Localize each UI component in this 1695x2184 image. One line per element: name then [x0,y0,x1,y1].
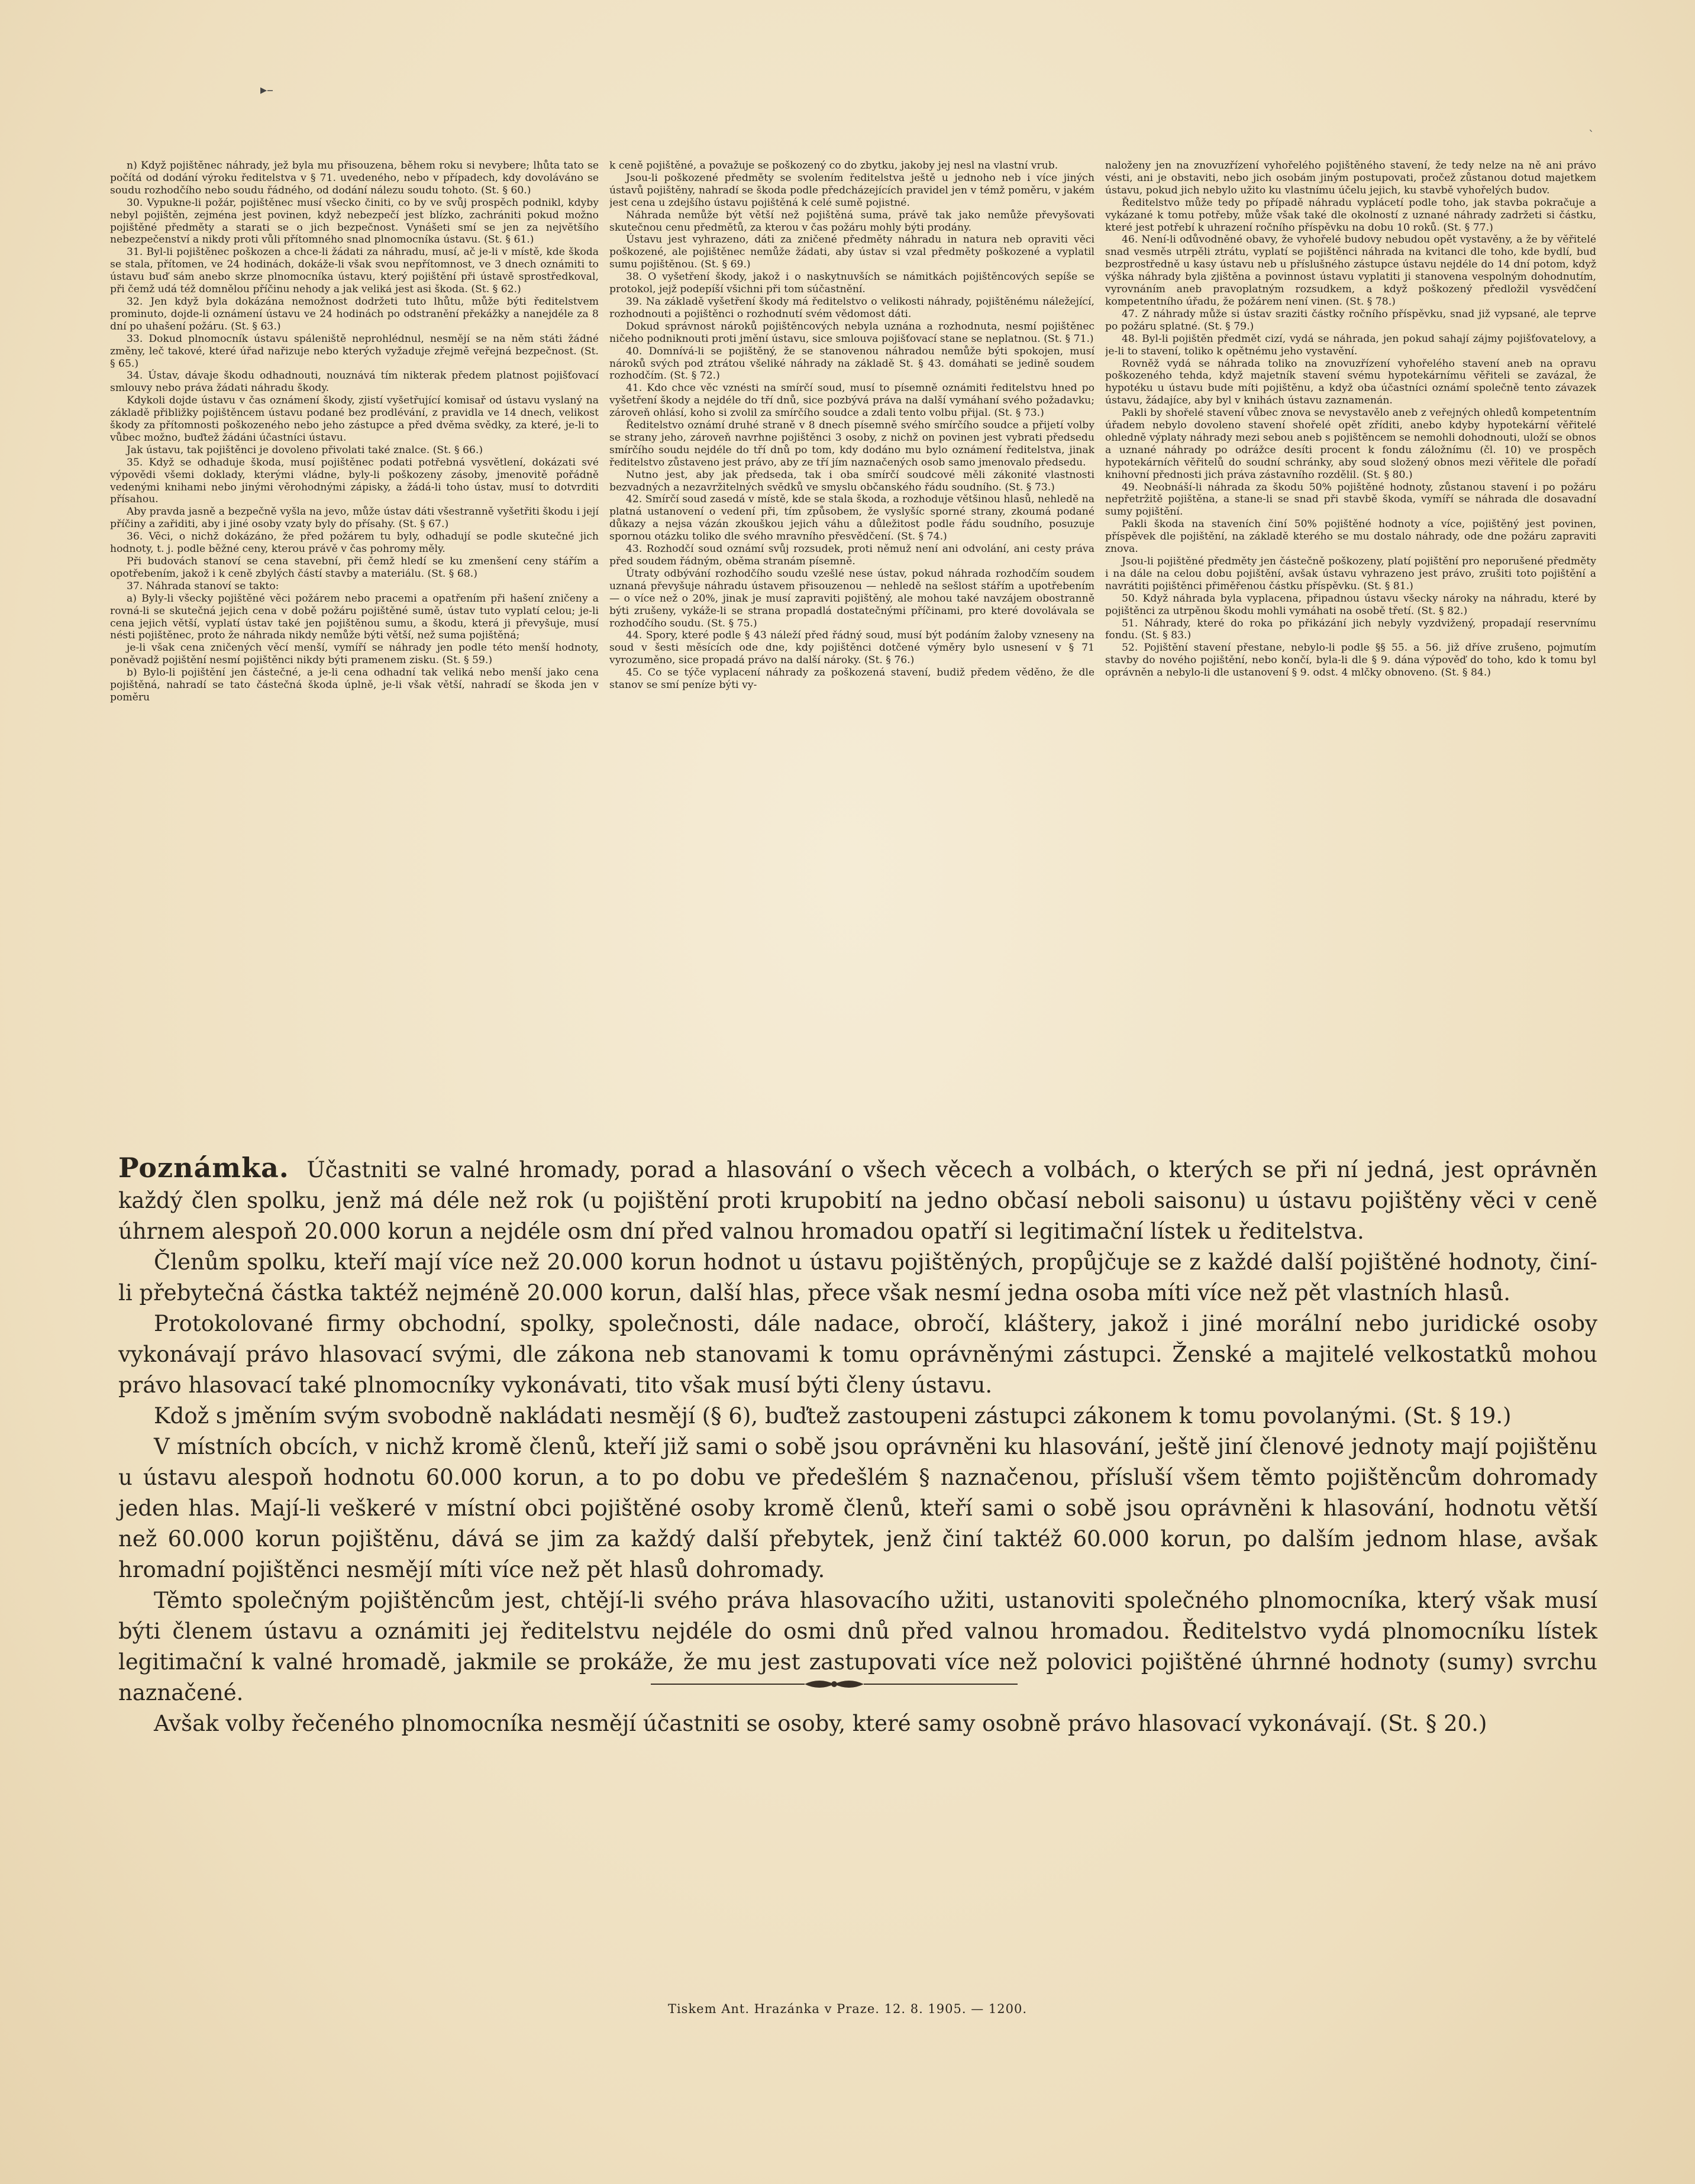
column-1-paragraph: 30. Vypukne-li požár, pojištěnec musí všecko činiti, co by ve svůj prospěch podnikl, kdyby nebyl pojištěn, zejména jest povinen, když nebezpečí jest blízko, zachrániti pokud možno pojištěné předměty a starati se o jich bezpečnost. Vynášeti smí se jen za největšího nebezpečenství a nikdy proti vůli přítomného snad plnomocníka ústavu. (St. § 61.) [110,196,599,246]
column-2-paragraph: 40. Domnívá-li se pojištěný, že se stanovenou náhradou nemůže býti spokojen, musí nároků svých pod ztrátou všeliké náhrady na základě St. § 43. domáhati se jedině soudem rozhodčím. (St. § 72.) [609,345,1095,382]
column-3-paragraph: 51. Náhrady, které do roka po přikázání jich nebyly vyzdvižený, propadají reservnímu fondu. (St. § 83.) [1105,617,1596,642]
three-column-body [110,160,1596,1154]
corner-mark: ▸– [260,83,274,98]
ornamental-divider [645,1675,1024,1693]
column-2-paragraph: Ředitelstvo oznámí druhé straně v 8 dnech písemně svého smírčího soudce a přijetí volby se strany jeho, zároveň navrhne pojištěnci 3 osoby, z nichž on povinen jest vybrati předsedu smírčího soudu nejdéle do tří dnů po tom, kdy dodáno mu bylo oznámení ředitelstva, jinak ředitelstvo zůstaveno jest právo, aby ze tří jím naznačených osob samo jmenovalo předsedu. [609,419,1095,469]
column-3-paragraph: naloženy jen na znovuzřízení vyhořelého pojištěného stavení, že tedy nelze na ně ani právo vésti, ani je obstaviti, nebo jich osobám jiným postupovati, pročež zůstanou dotud majetkem ústavu, pokud jich nebylo užito ku vlastnímu účelu jejich, ku stavbě vyhořelých budov. [1105,160,1596,196]
note-paragraph-4: Kdož s jměním svým svobodně nakládati nesmějí (§ 6), buďtež zastoupeni zástupci zákonem k tomu povolanými. (St. § 19.) [154,1403,1512,1429]
note-text: Účastniti se valné hromady, porad a hlasování o všech věcech a volbách, o kterých se při ní jedná, jest oprávněn každý člen spolku, jenž má déle než rok (u pojištění proti krupobití na jedno občasí neboli saisonu) u ústavu pojištěny věci v ceně úhrnem alespoň 20.000 korun a nejdéle osm dní před valnou hromadou opatří si legitimační lístek u ředitelstva. [118,1157,1597,1244]
column-3-paragraph: Rovněž vydá se náhrada toliko na znovuzřízení vyhořelého stavení aneb na opravu poškozeného tehda, když majetník stavení svému hypotekárnímu věřiteli se zavázal, že hypotéku u ústavu bude míti pojištěnu, a když oba účastníci oznámí společně tento závazek ústavu, žádajíce, aby byl v knihách ústavu zaznamenán. [1105,357,1596,407]
column-2-paragraph: Útraty odbývání rozhodčího soudu vzešlé nese ústav, pokud náhrada rozhodčím soudem uznaná převyšuje náhradu ústavem přisouzenou — nehledě na sešlost stářím a upotřebením — o více než o 20%, jinak je musí zapraviti pojištěný, ale mohou také navzájem obostranně býti zrušeny, vykáže-li se strana propadlá dostatečnými příčinami, pro které dovolávala se rozhodčího soudu. (St. § 75.) [609,567,1095,629]
note-paragraph-5: V místních obcích, v nichž kromě členů, kteří již sami o sobě jsou oprávněni ku hlasování, ještě jiní členové jednoty mají pojištěnu u ústavu alespoň hodnotu 60.000 korun, a to po dobu ve předešlém § naznačenou, přísluší všem těmto pojištěncům dohromady jeden hlas. Mají-li veškeré v místní obci pojištěné osoby kromě členů, kteří sami o sobě jsou oprávněni k hlasování, hodnotu větší než 60.000 korun pojištěnu, dává se jim za každý další přebytek, jenž činí taktéž 60.000 korun, po dalším jednom hlase, avšak hromadní pojištěnci nesmějí míti více než pět hlasů dohromady. [118,1434,1597,1582]
column-2 [609,160,1095,1154]
column-1-paragraph: je-li však cena zničených věcí menší, vymíří se náhrady jen podle této menší hodnoty, poněvadž pojištění nesmí pojištěnci nikdy býti pramenem zisku. (St. § 59.) [110,642,599,667]
column-1-paragraph: 35. Když se odhaduje škoda, musí pojištěnec podati potřebná vysvětlení, dokázati své výpovědi všemi doklady, kterými vládne, byly-li poškozeny zásoby, jmenovitě pořádně vedenými knihami nebo jinými věrohodnými zápisky, a žádá-li toho ústav, musí to dotvrditi přísahou. [110,456,599,506]
column-3-paragraph: 46. Není-li odůvodněné obavy, že vyhořelé budovy nebudou opět vystavěny, a že by věřitelé snad vesměs utrpěli ztrátu, vyplatí se pojištěnci náhrada na kvitanci dle toho, kde bydlí, buď bezprostředně u kasy ústavu neb u příslušného zástupce ústavu nejdéle do 14 dní potom, když výška náhrady byla zjištěna a povinnost ústavu vyplatiti ji stanovena vespolným dohodnutím, vyrovnáním aneb pravoplatným rozsudkem, a když poškozený předložil vysvědčení kompetentního úřadu, že požárem není vinen. (St. § 78.) [1105,234,1596,308]
column-2-paragraph: Jsou-li poškozené předměty se svolením ředitelstva ještě u jednoho neb i více jiných ústavů pojištěny, nahradí se škoda podle předcházejících pravidel jen v témž poměru, v jakém jest cena u zdejšího ústavu pojištěná k celé sumě pojistné. [609,172,1095,209]
column-2-paragraph: Nutno jest, aby jak předseda, tak i oba smírčí soudcové měli zákonité vlastnosti bezvadných a nezavržitelných svědků ve smyslu občanského řádu soudního. (St. § 73.) [609,469,1095,493]
column-1-paragraph: b) Bylo-li pojištění jen částečné, a je-li cena odhadní tak veliká nebo menší jako cena pojištěná, nahradí se tato částečná škoda úplně, je-li však větší, nahradí se škoda jen v poměru [110,667,599,703]
column-3 [1105,160,1596,1154]
column-1-paragraph: Kdykoli dojde ústavu v čas oznámení škody, zjistí vyšetřující komisař od ústavu vyslaný na základě přibližky pojištěncem ústavu podané bez prodlévání, z pravidla ve 14 dnech, velikost škody za přítomnosti poškozeného nebo jeho zástupce a před dvěma svědky, za které, je-li to vůbec možno, buďtež žádáni účastníci ústavu. [110,395,599,444]
column-1-paragraph: 34. Ústav, dávaje škodu odhadnouti, nouznává tím nikterak předem platnost pojišťovací smlouvy nebo práva žádati náhradu škody. [110,370,599,395]
note-label: Poznámka. [118,1152,289,1184]
corner-mark-right: ˋ [1589,128,1594,142]
column-2-paragraph: 44. Spory, které podle § 43 náleží před řádný soud, musí být podáním žaloby vzneseny na soud v šesti měsících ode dne, kdy pojištěnci dotčené výměry bylo usnesení v § 71 vyrozuměno, sice propadá právo na další nároky. (St. § 76.) [609,629,1095,667]
column-1-paragraph: 33. Dokud plnomocník ústavu spáleniště neprohlédnul, nesmějí se na něm státi žádné změny, leč takové, které úřad nařizuje nebo kterých vyžaduje zřejmě veřejná bezpečnost. (St. § 65.) [110,332,599,370]
column-1-paragraph: n) Když pojištěnec náhrady, jež byla mu přisouzena, během roku si nevybere; lhůta tato se počítá od dodání výroku ředitelstva v § 71. uvedeného, nebo v případech, kdy dovoláváno se soudu rozhodčího nebo soudu řádného, od dodání nálezu soudu tohoto. (St. § 60.) [110,160,599,196]
note-paragraph-1 [118,1152,1597,1247]
column-1-paragraph: 31. Byl-li pojištěnec poškozen a chce-li žádati za náhradu, musí, ač je-li v místě, kde škoda se stala, přítomen, ve 24 hodinách, dokáže-li však svou nepřítomnost, ve 3 dnech oznámiti to ústavu buď sám anebo skrze plnomocníka ústavu, který pojištění při ústavě sprostředkoval, při čemž udá též domnělou příčinu nehody a jak veliká jest asi škoda. (St. § 62.) [110,246,599,296]
column-3-paragraph: Ředitelstvo může tedy po případě náhradu vyplácetí podle toho, jak stavba pokračuje a vykázané k tomu potřeby, může však také dle okolností z uznané náhrady zadržeti si částku, které jest potřebí k uhrazení ročního příspěvku na dobu 10 roků. (St. § 77.) [1105,196,1596,234]
column-1-paragraph: Jak ústavu, tak pojištěnci je dovoleno přivolati také znalce. (St. § 66.) [127,444,483,456]
column-3-paragraph: 49. Neobnáší-li náhrada za škodu 50% pojištěné hodnoty, zůstanou stavení i po požáru nepřetržitě pojištěna, a stane-li se snad při stavbě škoda, vymíří se náhrada dle dosavadní sumy pojištění. [1105,481,1596,518]
column-2-paragraph: Dokud správnost nároků pojištěncových nebyla uznána a rozhodnuta, nesmí pojištěnec ničeho podniknouti proti jmění ústavu, sice smlouva pojišťovací stane se neplatnou. (St. § 71.) [609,320,1095,345]
column-3-paragraph: 52. Pojištění stavení přestane, nebylo-li podle §§ 55. a 56. již dříve zrušeno, pojmutím stavby do nového pojištění, nebo končí, byla-li dle § 9. dána výpověď do toho, kdo k tomu byl oprávněn a nebylo-li dle ustanovení § 9. odst. 4 mlčky obnoveno. (St. § 84.) [1105,642,1596,679]
column-1-paragraph: Aby pravda jasně a bezpečně vyšla na jevo, může ústav dáti všestranně vyšetřiti škodu i její příčiny a zařiditi, aby i jiné osoby vzaty byly do přísahy. (St. § 67.) [110,506,599,531]
column-3-paragraph: 48. Byl-li pojištěn předmět cizí, vydá se náhrada, jen pokud sahají zájmy pojišťovatelovy, a je-li to stavení, toliko k opětnému jeho vystavění. [1105,332,1596,357]
note-paragraph-7: Avšak volby řečeného plnomocníka nesmějí účastniti se osoby, které samy osobně právo hlasovací vykonávají. (St. § 20.) [154,1711,1487,1736]
note-section [118,1152,1597,1739]
column-2-paragraph: k ceně pojištěné, a považuje se poškozený co do zbytku, jakoby jej nesl na vlastní vrub. [609,160,1058,172]
column-1-paragraph: 37. Náhrada stanoví se takto: [127,580,279,592]
column-3-paragraph: Pakli by shořelé stavení vůbec znova se nevystavělo aneb z veřejných ohledů kompetentním úřadem nebylo dovoleno stavení shořelé opět zříditi, anebo kdyby hypotekární věřitelé ohledně výplaty náhrady mezi sebou aneb s pojištěncem se nemohli dohodnouti, uloží se obnos a uznané náhrady po odrážce desíti procent k fondu záložnímu (čl. 10) ve prospěch hypotekárních věřitelů do soudní schránky, aby soud složený obnos mezi věřitele dle pořadí knihovní přednosti jich práva zástavního rozdělil. (St. § 80.) [1105,407,1596,481]
column-1-paragraph: 32. Jen když byla dokázána nemožnost dodržeti tuto lhůtu, může býti ředitelstvem prominuto, dojde-li oznámení ústavu ve 24 hodinách po odstranění překážky a nanejdéle za 8 dní po uhašení požáru. (St. § 63.) [110,295,599,332]
column-1-paragraph: Při budovách stanoví se cena stavební, při čemž hledí se ku zmenšení ceny stářím a opotřebením, jakož i k ceně zbylých částí stavby a materiálu. (St. § 68.) [110,555,599,580]
note-paragraph-3: Protokolované firmy obchodní, spolky, společnosti, dále nadace, obročí, kláštery, jakož i jiné morální nebo juridické osoby vykonávají právo hlasovací svými, dle zákona neb stanovami k tomu oprávněnými zástupci. Ženské a majitelé velkostatků mohou právo hlasovací také plnomocníky vykonávati, tito však musí býti členy ústavu. [118,1311,1597,1398]
column-3-paragraph: 47. Z náhrady může si ústav sraziti částky ročního příspěvku, snad již vypsané, ale teprve po požáru splatné. (St. § 79.) [1105,308,1596,332]
column-3-paragraph: Jsou-li pojištěné předměty jen částečně poškozeny, platí pojištění pro neporušené předměty i na dále na celou dobu pojištění, avšak ústavu vyhrazeno jest právo, zrušiti toto pojištění a navrátiti pojištěnci přiměřenou částku příspěvku. (St. § 81.) [1105,555,1596,592]
column-2-paragraph: 38. O vyšetření škody, jakož i o naskytnuvších se námitkách pojištěncových sepíše se protokol, jejž podepíší všichni při tom súčastnění. [609,271,1095,296]
printer-footer: Tiskem Ant. Hrazánka v Praze. 12. 8. 1905. — 1200. [667,2002,1028,2016]
column-3-paragraph: Pakli škoda na staveních činí 50% pojištěné hodnoty a více, pojištěný jest povinen, příspěvek dle pojištění, na základě kterého se mu dostalo náhrady, ode dne požáru zapraviti znova. [1105,518,1596,555]
column-2-paragraph: 45. Co se týče vyplacení náhrady za poškozená stavení, budiž předem věděno, že dle stanov se smí peníze býti vy- [609,667,1095,692]
column-1-paragraph: a) Byly-li všecky pojištěné věci požárem nebo pracemi a opatřením při hašení zničeny a rovná-li se skutečná jejich cena v době požáru pojištěné sumě, ústav tuto vyplatí celou; je-li cena jejich větší, vyplatí ústav také jen pojištěnou sumu, a škodu, která ji převyšuje, musí nésti pojištěnec, proto že náhrada nikdy nemůže býti větší, než suma pojištěná; [110,592,599,642]
column-2-paragraph: 43. Rozhodčí soud oznámí svůj rozsudek, proti němuž není ani odvolání, ani cesty práva před soudem řádným, oběma stranám písemně. [609,543,1095,567]
note-paragraph-6: Těmto společným pojištěncům jest, chtějí-li svého práva hlasovacího užiti, ustanoviti společného plnomocníka, který však musí býti členem ústavu a oznámiti jej ředitelstvu nejdéle do osmi dnů před valnou hromadou. Ředitelstvo vydá plnomocníku lístek legitimační k valné hromadě, jakmile se prokáže, že mu jest zastupovati více než polovici pojištěné úhrnné hodnoty (sumy) svrchu naznačené. [118,1588,1597,1705]
note-paragraph-2: Členům spolku, kteří mají více než 20.000 korun hodnot u ústavu pojištěných, propůjčuje se z každé další pojištěné hodnoty, činí-li přebytečná částka taktéž nejméně 20.000 korun, další hlas, přece však nesmí jedna osoba míti více než pět vlastních hlasů. [118,1249,1597,1306]
column-2-paragraph: 42. Smírčí soud zasedá v místě, kde se stala škoda, a rozhoduje většinou hlasů, nehledě na platná ustanovení o vedení při, tím způsobem, že vyslyšíc sporné strany, zkoumá podané důkazy a nejsa vázán zkouškou jejich váhu a důležitost podle řádu soudního, posuzuje spornou otázku toliko dle svého mravního přesvědčení. (St. § 74.) [609,493,1095,543]
column-2-paragraph: Ústavu jest vyhrazeno, dáti za zničené předměty náhradu in natura neb opraviti věci poškozené, ale pojištěnec nemůže žádati, aby ústav si vzal předměty poškozené a vyplatil sumu pojištěnou. (St. § 69.) [609,234,1095,271]
column-2-paragraph: 41. Kdo chce věc vznésti na smírčí soud, musí to písemně oznámiti ředitelstvu hned po vyšetření škody a nejdéle do tří dnů, sice pozbývá práva na další vymáhaní svého požadavku; zároveň ohlásí, koho si zvolil za smírčího soudce a zdali tento volbu přijal. (St. § 73.) [609,382,1095,419]
column-1-paragraph: 36. Věci, o nichž dokázáno, že před požárem tu byly, odhadují se podle skutečné jich hodnoty, t. j. podle běžné ceny, kterou právě v čas pohromy měly. [110,531,599,555]
column-2-paragraph: 39. Na základě vyšetření škody má ředitelstvo o velikosti náhrady, pojištěnému náležející, rozhodnouti a pojištěnci o rozhodnutí svém vědomost dáti. [609,295,1095,320]
column-3-paragraph: 50. Když náhrada byla vyplacena, připadnou ústavu všecky nároky na náhradu, které by pojištěnci za utrpěnou škodu mohli vymáhati na osobě třetí. (St. § 82.) [1105,592,1596,617]
column-1 [110,160,599,1154]
column-2-paragraph: Náhrada nemůže být větší než pojištěná suma, právě tak jako nemůže převyšovati skutečnou cenu předmětů, za kterou v čas požáru mohly býti prodány. [609,209,1095,234]
